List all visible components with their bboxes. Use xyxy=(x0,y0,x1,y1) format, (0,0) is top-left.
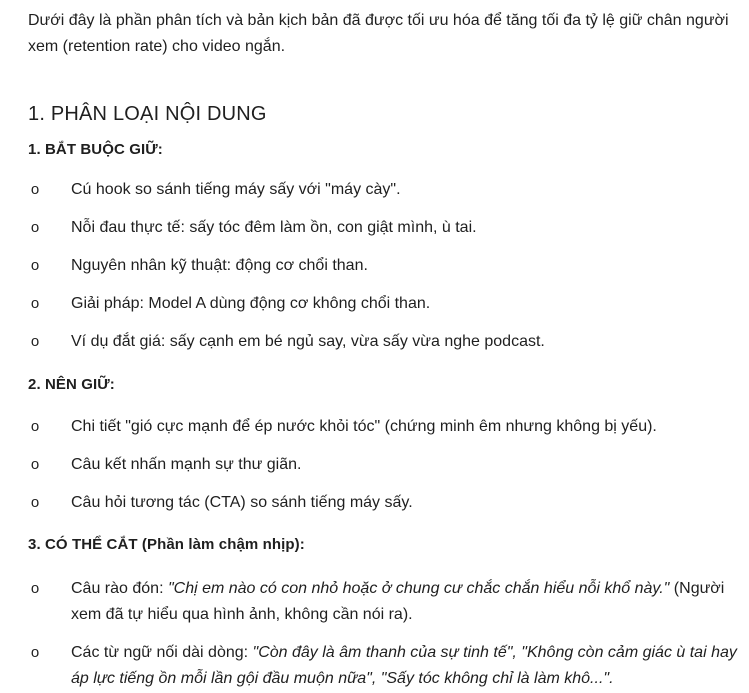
list-should-keep xyxy=(28,414,743,516)
intro-paragraph: Dưới đây là phần phân tích và bản kịch bản đã được tối ưu hóa để tăng tối đa tỷ lệ giữ chân người xem (retention rate) cho video ngắn. xyxy=(28,12,729,55)
list-item: o Ví dụ đắt giá: sấy cạnh em bé ngủ say, vừa sấy vừa nghe podcast. xyxy=(28,329,743,355)
bullet-icon: o xyxy=(30,333,40,350)
list-item: o Chi tiết "gió cực mạnh để ép nước khỏi tóc" (chứng minh êm nhưng không bị yếu). xyxy=(28,414,743,440)
list-item: o Các từ ngữ nối dài dòng: "Còn đây là âm thanh của sự tinh tế", "Không còn cảm giác ù tai hay áp lực tiếng ồn mỗi lần gội đầu muộn nữa", "Sấy tóc không chỉ là làm khô...". xyxy=(28,640,743,692)
quoted-text: "Còn đây là âm thanh của sự tinh tế", "Không còn cảm giác ù tai hay áp lực tiếng ồn mỗi lần gội đầu muộn nữa", "Sấy tóc không chỉ là làm khô...". xyxy=(71,644,737,687)
list-item: o Câu rào đón: "Chị em nào có con nhỏ hoặc ở chung cư chắc chắn hiểu nỗi khổ này." (Người xem đã tự hiểu qua hình ảnh, không cần nói ra). xyxy=(28,576,743,628)
list-item: o Câu kết nhấn mạnh sự thư giãn. xyxy=(28,452,743,478)
list-item: o Nỗi đau thực tế: sấy tóc đêm làm ồn, con giật mình, ù tai. xyxy=(28,215,743,241)
list-item: o Nguyên nhân kỹ thuật: động cơ chổi than. xyxy=(28,253,743,279)
bullet-icon: o xyxy=(30,295,40,312)
group-heading-can-cut: 3. CÓ THỂ CẮT (Phần làm chậm nhịp): xyxy=(28,536,305,553)
bullet-icon: o xyxy=(30,257,40,274)
bullet-icon: o xyxy=(30,456,40,473)
section-title: 1. PHÂN LOẠI NỘI DUNG xyxy=(28,103,267,125)
bullet-icon: o xyxy=(30,219,40,236)
list-must-keep xyxy=(28,177,743,355)
bullet-icon: o xyxy=(30,181,40,198)
group-heading-must-keep: 1. BẮT BUỘC GIỮ: xyxy=(28,141,163,158)
bullet-icon: o xyxy=(30,580,40,597)
list-item: o Câu hỏi tương tác (CTA) so sánh tiếng máy sấy. xyxy=(28,490,743,516)
document-body xyxy=(28,8,743,687)
list-can-cut xyxy=(28,576,743,692)
bullet-icon: o xyxy=(30,644,40,661)
list-item: o Giải pháp: Model A dùng động cơ không chổi than. xyxy=(28,291,743,317)
quoted-text: "Chị em nào có con nhỏ hoặc ở chung cư chắc chắn hiểu nỗi khổ này." xyxy=(167,580,670,597)
bullet-icon: o xyxy=(30,494,40,511)
group-heading-should-keep: 2. NÊN GIỮ: xyxy=(28,376,115,393)
list-item: o Cú hook so sánh tiếng máy sấy với "máy cày". xyxy=(28,177,743,203)
bullet-icon: o xyxy=(30,418,40,435)
